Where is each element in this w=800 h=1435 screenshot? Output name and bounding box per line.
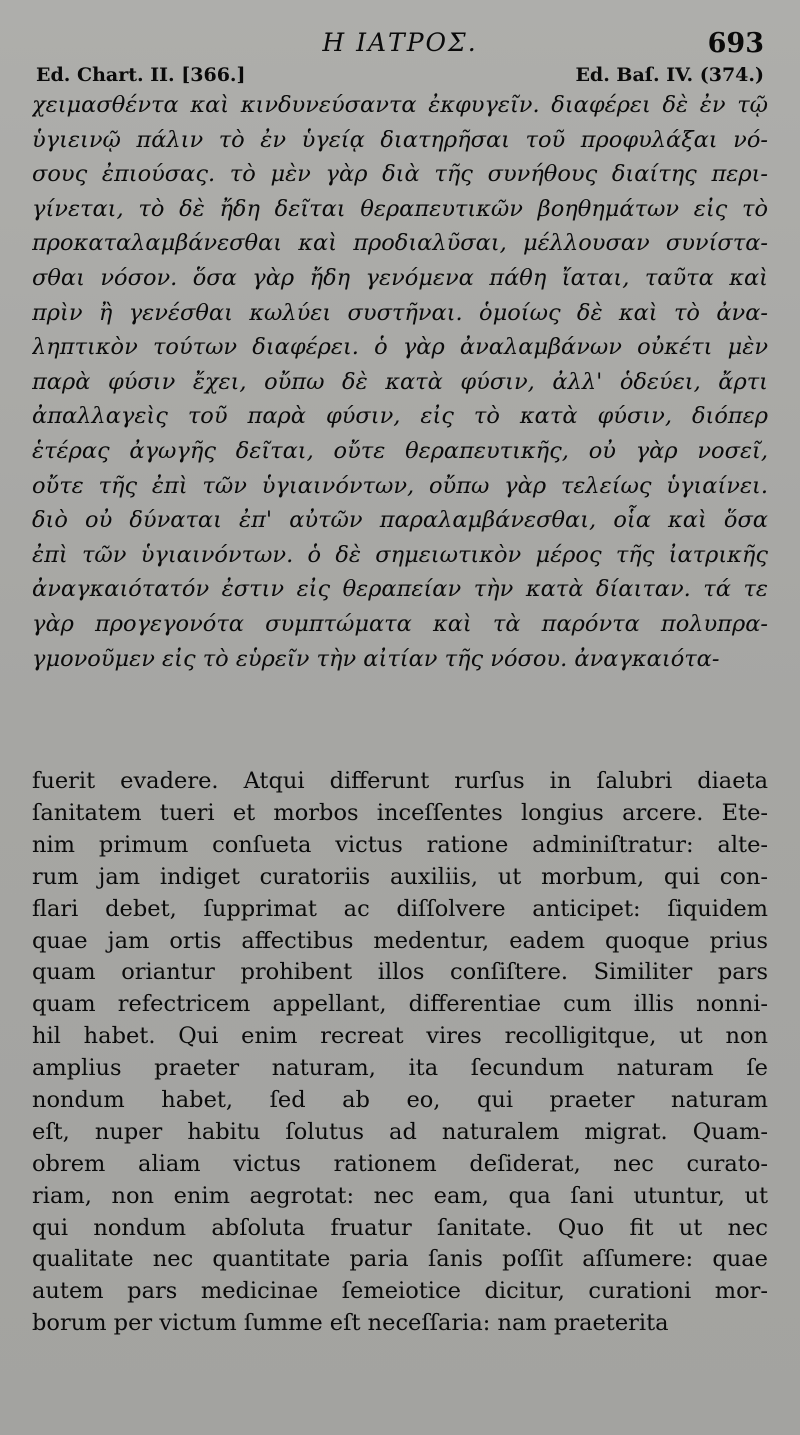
- greek-text-line: χειμασθέντα καὶ κινδυνεύσαντα ἐκφυγεῖν. διαφέρει δὲ ἐν τῷ: [32, 92, 768, 118]
- latin-text-line: rum jam indiget curatoriis auxiliis, ut morbum, qui con-: [32, 863, 768, 890]
- latin-text-line: qualitate nec quantitate paria ſanis poſſit aſſumere: quae: [32, 1246, 768, 1273]
- greek-text-line: σθαι νόσον. ὅσα γὰρ ἤδη γενόμενα πάθη ἴαται, ταῦτα καὶ: [32, 264, 768, 291]
- latin-text-line: fuerit evadere. Atqui differunt rurſus in ſalubri diaeta: [32, 768, 768, 795]
- latin-text-line: amplius praeter naturam, ita ſecundum naturam ſe: [32, 1055, 768, 1082]
- greek-text-line: ἑτέρας ἀγωγῆς δεῖται, οὔτε θεραπευτικῆς, οὐ γὰρ νοσεῖ,: [32, 437, 768, 464]
- greek-text-block: [32, 88, 768, 676]
- running-title: Η ΙΑΤΡΟΣ.: [322, 28, 478, 57]
- latin-text-line: nondum habet, ſed ab eo, qui praeter naturam: [32, 1087, 768, 1113]
- greek-text-line: προκαταλαμβάνεσθαι καὶ προδιαλῦσαι, μέλλουσαν συνίστα-: [32, 230, 768, 257]
- greek-text-line: ἐπὶ τῶν ὑγιαινόντων. ὁ δὲ σημειωτικὸν μέρος τῆς ἰατρικῆς: [32, 541, 768, 568]
- latin-text-line: quam oriantur prohibent illos conſiſtere. Similiter pars: [32, 959, 768, 986]
- latin-text-line: quae jam ortis affectibus medentur, eadem quoque prius: [32, 927, 768, 954]
- latin-text-line: hil habet. Qui enim recreat vires recolligitque, ut non: [32, 1023, 768, 1050]
- latin-text-line: obrem aliam victus rationem deſiderat, nec curato-: [32, 1150, 768, 1177]
- greek-text-line: ὑγιεινῷ πάλιν τὸ ἐν ὑγείᾳ διατηρῆσαι τοῦ προφυλάξαι νό-: [32, 126, 768, 153]
- latin-text-line: quam refectricem appellant, differentiae cum illis nonni-: [32, 991, 768, 1018]
- running-head: [32, 28, 768, 62]
- greek-text-line: γίνεται, τὸ δὲ ἤδη δεῖται θεραπευτικῶν βοηθημάτων εἰς τὸ: [32, 195, 768, 222]
- latin-text-line: borum per victum ſumme eſt neceſſaria: nam praeterita: [32, 1310, 669, 1337]
- latin-text-block: [32, 766, 768, 1340]
- edition-reference-line: [32, 62, 768, 88]
- greek-text-line: γμονοῦμεν εἰς τὸ εὑρεῖν τὴν αἰτίαν τῆς νόσου. ἀναγκαιότα-: [32, 645, 720, 672]
- edition-basel: Ed. Baſ. IV. (374.): [575, 64, 764, 86]
- latin-text-line: nim primum conſueta victus ratione adminiſtratur: alte-: [32, 831, 768, 858]
- latin-text-line: autem pars medicinae ſemeiotice dicitur, curationi mor-: [32, 1278, 768, 1305]
- greek-text-line: ληπτικὸν τούτων διαφέρει. ὁ γὰρ ἀναλαμβάνων οὐκέτι μὲν: [32, 334, 768, 361]
- edition-chartier: Ed. Chart. II. [366.]: [36, 64, 246, 86]
- greek-text-line: ἀπαλλαγεὶς τοῦ παρὰ φύσιν, εἰς τὸ κατὰ φύσιν, διόπερ: [32, 403, 768, 430]
- greek-text-line: γὰρ προγεγονότα συμπτώματα καὶ τὰ παρόντα πολυπρα-: [32, 610, 768, 637]
- latin-text-line: eſt, nuper habitu ſolutus ad naturalem migrat. Quam-: [32, 1118, 768, 1145]
- greek-text-line: ἀναγκαιότατόν ἐστιν εἰς θεραπείαν τὴν κατὰ δίαιταν. τά τε: [32, 576, 768, 603]
- latin-text-line: riam, non enim aegrotat: nec eam, qua ſani utuntur, ut: [32, 1182, 768, 1209]
- section-gap: [32, 676, 768, 766]
- greek-text-line: παρὰ φύσιν ἔχει, οὔπω δὲ κατὰ φύσιν, ἀλλ' ὁδεύει, ἄρτι: [32, 368, 768, 395]
- greek-text-line: σους ἐπιούσας. τὸ μὲν γὰρ διὰ τῆς συνήθους διαίτης περι-: [32, 161, 768, 188]
- greek-text-line: πρὶν ἢ γενέσθαι κωλύει συστῆναι. ὁμοίως δὲ καὶ τὸ ἀνα-: [32, 299, 768, 326]
- greek-text-line: διὸ οὐ δύναται ἐπ' αὐτῶν παραλαμβάνεσθαι, οἷα καὶ ὅσα: [32, 507, 768, 534]
- latin-text-line: flari debet, ſupprimat ac diſſolvere anticipet: ſiquidem: [32, 895, 768, 922]
- page-number: 693: [707, 28, 764, 59]
- latin-text-line: qui nondum abſoluta fruatur ſanitate. Quo fit ut nec: [32, 1214, 768, 1241]
- greek-text-line: οὔτε τῆς ἐπὶ τῶν ὑγιαινόντων, οὔπω γὰρ τελείως ὑγιαίνει.: [32, 472, 768, 499]
- latin-text-line: ſanitatem tueri et morbos inceſſentes longius arcere. Ete-: [32, 799, 768, 826]
